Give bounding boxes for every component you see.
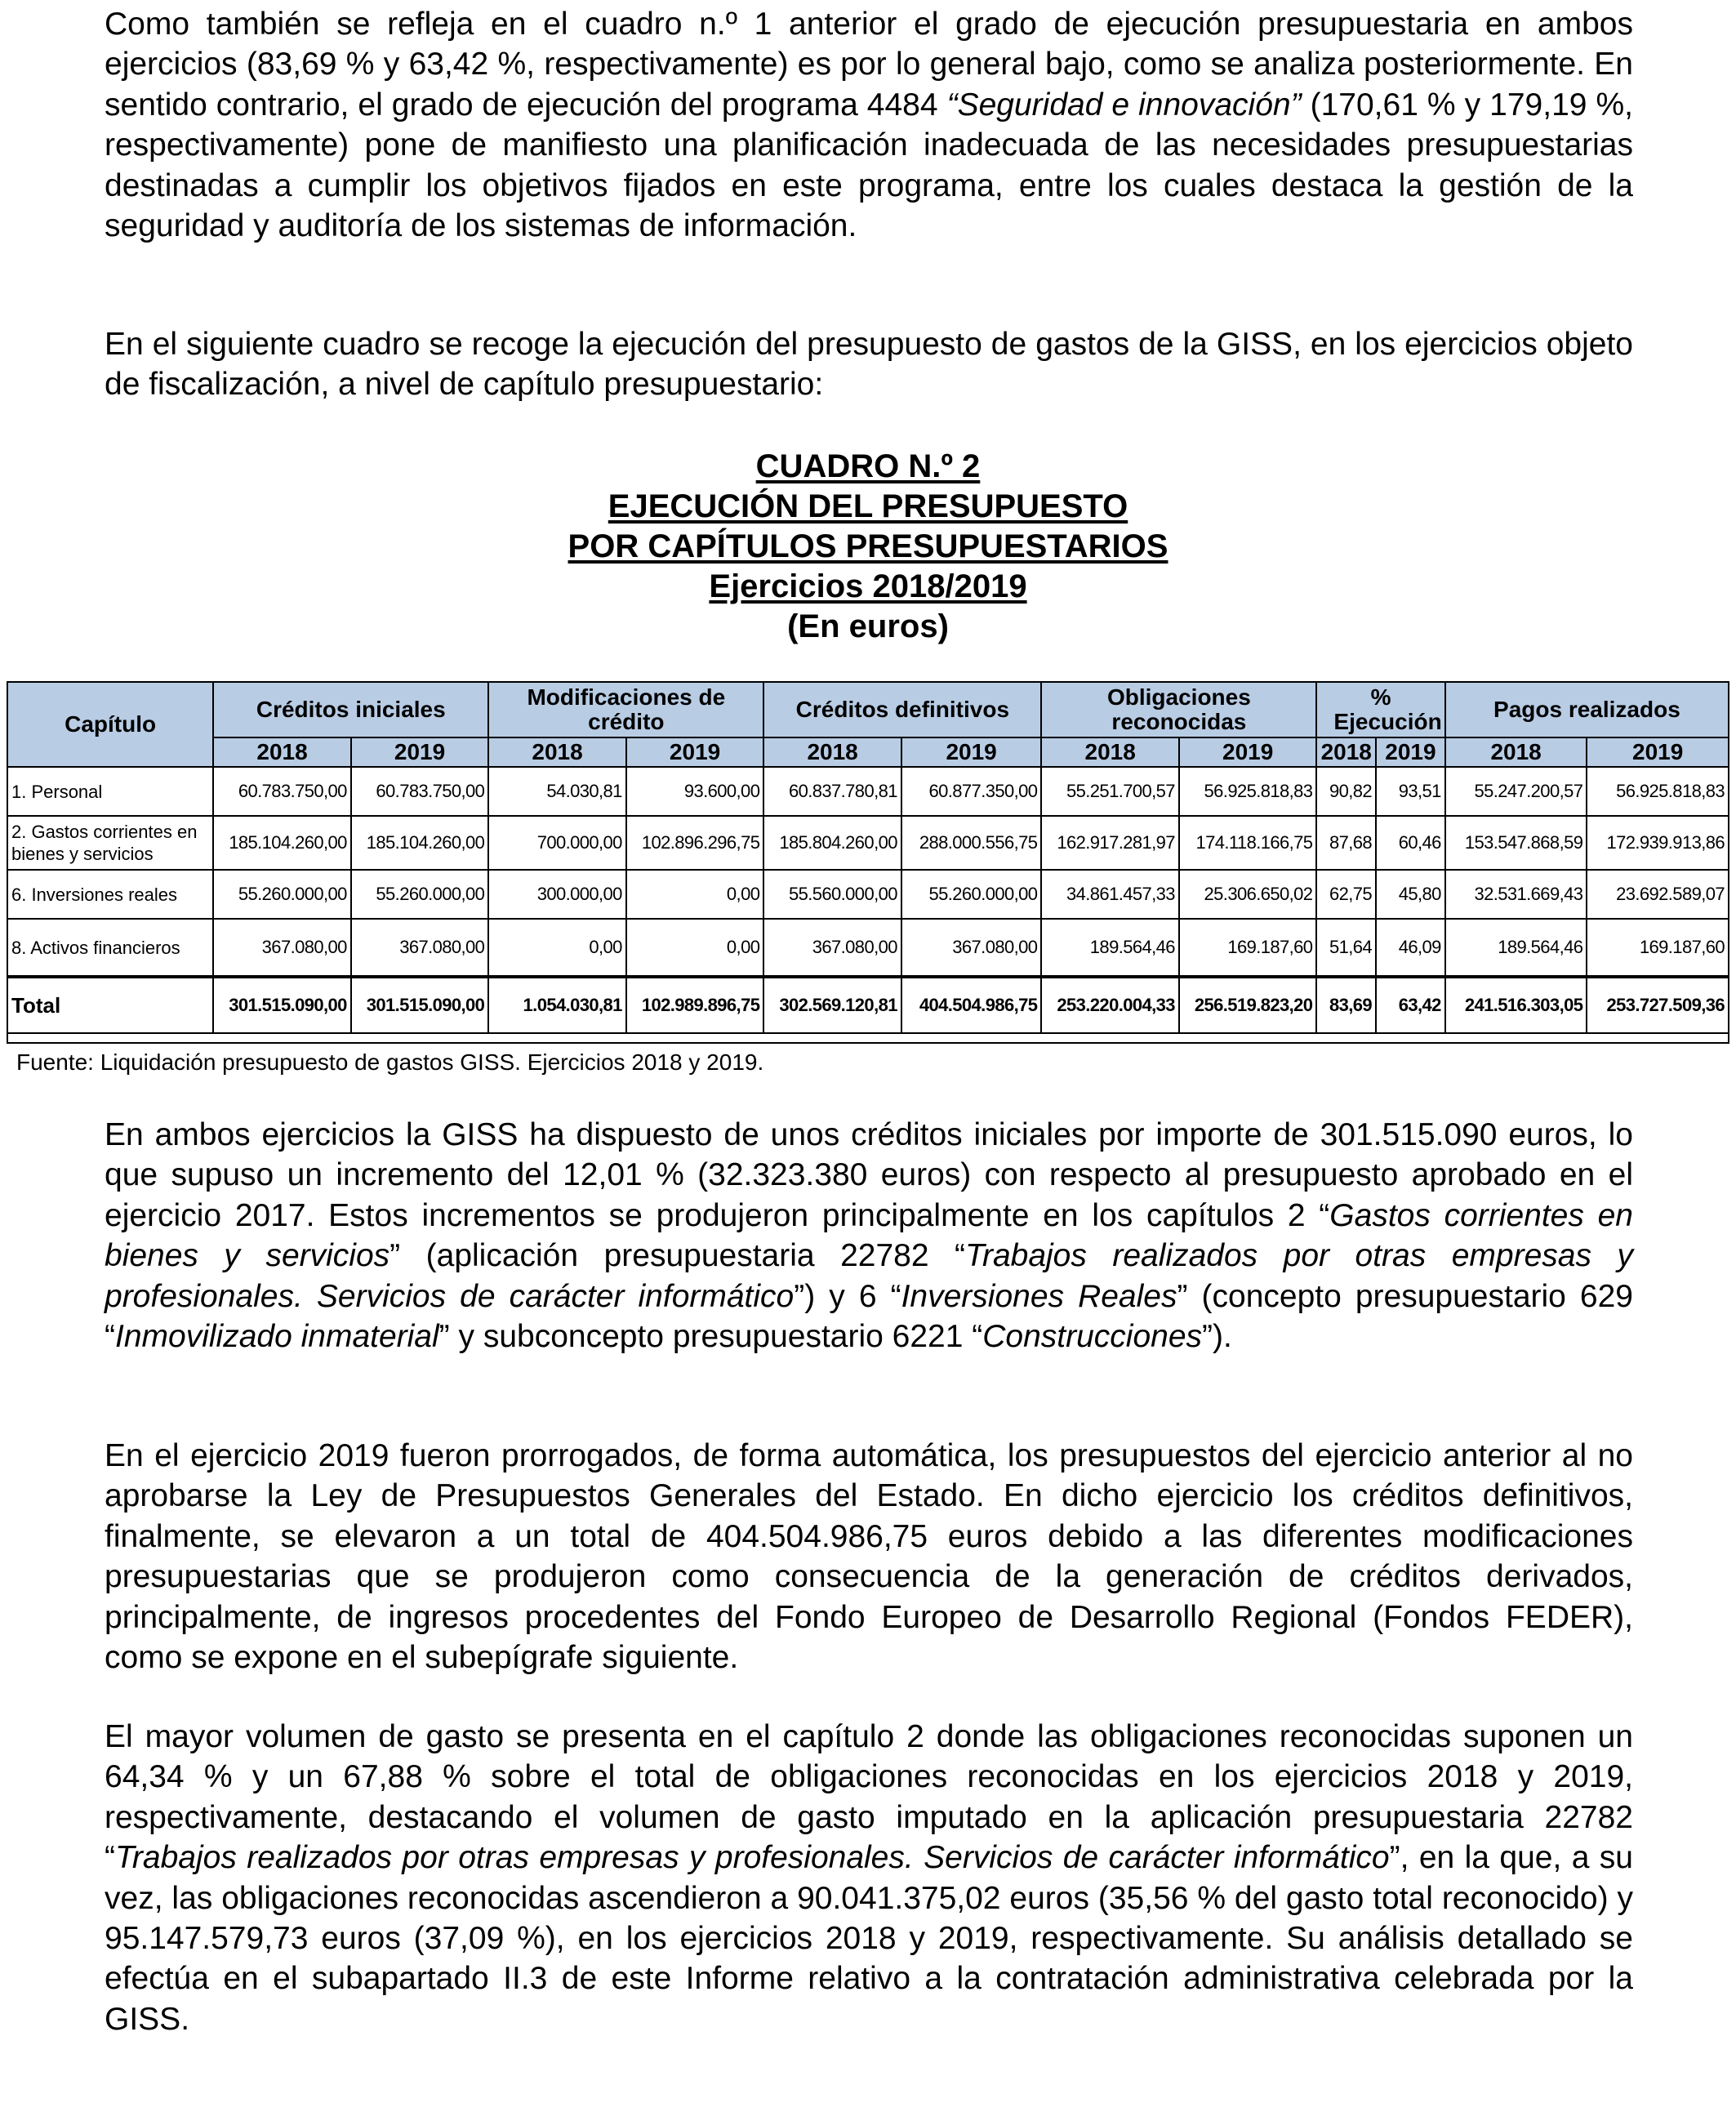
budget-execution-table — [7, 681, 1729, 1034]
cell-value: 51,64 — [1316, 919, 1376, 977]
cell-value: 56.925.818,83 — [1179, 767, 1317, 816]
italic-run: Construcciones — [982, 1319, 1203, 1355]
caption-title: EJECUCIÓN DEL PRESUPUESTO — [608, 488, 1128, 524]
cell-value: 62,75 — [1316, 870, 1376, 919]
caption-subtitle: POR CAPÍTULOS PRESUPUESTARIOS — [568, 528, 1168, 564]
italic-run: Inversiones Reales — [901, 1278, 1177, 1314]
cell-value: 300.000,00 — [488, 870, 626, 919]
text-run: ”). — [1202, 1319, 1232, 1355]
total-value: 253.727.509,36 — [1587, 977, 1729, 1033]
cell-value: 55.247.200,57 — [1445, 767, 1587, 816]
table-source-note: Fuente: Liquidación presupuesto de gastos GISS. Ejercicios 2018 y 2019. — [16, 1049, 764, 1075]
total-value: 1.054.030,81 — [488, 977, 626, 1033]
cell-value: 288.000.556,75 — [901, 816, 1042, 870]
cell-value: 0,00 — [488, 919, 626, 977]
total-value: 301.515.090,00 — [213, 977, 351, 1033]
cell-value: 93.600,00 — [626, 767, 764, 816]
cell-value: 45,80 — [1376, 870, 1445, 919]
cell-value: 60,46 — [1376, 816, 1445, 870]
cell-value: 700.000,00 — [488, 816, 626, 870]
header-modificaciones: Modificaciones de crédito — [488, 682, 763, 737]
text-run: (170,61 % y 179,19 %, respectivamente) pone de manifiesto una planificación inadecuada de las necesidades presupuestarias destinadas a cumplir los objetivos fijados en este programa, entre los cuales destaca la gestión de la seguridad y auditoría de los sistemas de información. — [105, 87, 1633, 244]
year-header: 2019 — [351, 737, 489, 767]
total-value: 302.569.120,81 — [763, 977, 901, 1033]
header-pagos: Pagos realizados — [1445, 682, 1729, 737]
cell-value: 23.692.589,07 — [1587, 870, 1729, 919]
header-creditos-iniciales: Créditos iniciales — [213, 682, 488, 737]
text-run: ”, en la que, a su vez, las obligaciones reconocidas ascendieron a 90.041.375,02 euros (35,56 % del gasto total reconocido) y 95.147.579,73 euros (37,09 %), en los ejercicios 2018 y 2019, respectivamente. Su análisis detallado se efectúa en el subapartado II.3 de este Informe relativo a la contratación administrativa celebrada por la GISS. — [105, 1840, 1633, 2037]
text-run: El mayor volumen de gasto se presenta en el capítulo 2 donde las obligaciones reconocidas suponen un 64,34 % y un 67,88 % sobre el total de obligaciones reconocidas en los ejercicios 2018 y 2019, respectivamente, destacando el volumen de gasto imputado en la aplicación presupuestaria 22782 “ — [105, 1719, 1633, 1876]
italic-run: Gastos corrientes en bienes y servicios — [105, 1197, 1633, 1274]
cell-value: 172.939.913,86 — [1587, 816, 1729, 870]
row-label: 6. Inversiones reales — [7, 870, 213, 919]
total-value: 256.519.823,20 — [1179, 977, 1317, 1033]
cell-value: 46,09 — [1376, 919, 1445, 977]
paragraph-expenditure-volume — [105, 1717, 1633, 2039]
cell-value: 0,00 — [626, 919, 764, 977]
text-run: ”) y 6 “ — [794, 1278, 901, 1314]
header-ejecucion: % Ejecución — [1316, 682, 1444, 737]
table-row — [7, 919, 1729, 977]
row-label: 8. Activos financieros — [7, 919, 213, 977]
paragraph-table-intro: En el siguiente cuadro se recoge la ejecución del presupuesto de gastos de la GISS, en los ejercicios objeto de fiscalización, a nivel de capítulo presupuestario: — [105, 327, 1633, 403]
cell-value: 55.251.700,57 — [1041, 767, 1179, 816]
cell-value: 55.260.000,00 — [213, 870, 351, 919]
cell-value: 169.187,60 — [1179, 919, 1317, 977]
cell-value: 174.118.166,75 — [1179, 816, 1317, 870]
year-header: 2018 — [1445, 737, 1587, 767]
cell-value: 34.861.457,33 — [1041, 870, 1179, 919]
year-header: 2019 — [1179, 737, 1317, 767]
caption-years: Ejercicios 2018/2019 — [709, 568, 1027, 604]
cell-value: 25.306.650,02 — [1179, 870, 1317, 919]
year-header: 2019 — [1587, 737, 1729, 767]
table-row — [7, 816, 1729, 870]
paragraph-initial-credits — [105, 1115, 1633, 1357]
cell-value: 162.917.281,97 — [1041, 816, 1179, 870]
header-creditos-definitivos: Créditos definitivos — [763, 682, 1041, 737]
text-run: Como también se refleja en el cuadro n.º 1 anterior el grado de ejecución presupuestaria en ambos ejercicios (83,69 % y 63,42 %, respectivamente) es por lo general bajo, como se analiza posteriormente. En sentido contrario, el grado de ejecución del programa 4484 — [105, 7, 1633, 123]
row-label: 2. Gastos corrientes en bienes y servicios — [7, 816, 213, 870]
table-row — [7, 870, 1729, 919]
cell-value: 55.560.000,00 — [763, 870, 901, 919]
cell-value: 102.896.296,75 — [626, 816, 764, 870]
cell-value: 153.547.868,59 — [1445, 816, 1587, 870]
paragraph-execution-degree — [105, 4, 1633, 246]
program-name-italic: “Seguridad e innovación” — [946, 87, 1302, 123]
cell-value: 60.783.750,00 — [351, 767, 489, 816]
cell-value: 54.030,81 — [488, 767, 626, 816]
cell-value: 0,00 — [626, 870, 764, 919]
cell-value: 189.564,46 — [1041, 919, 1179, 977]
text-run: En ambos ejercicios la GISS ha dispuesto de unos créditos iniciales por importe de 301.515.090 euros, lo que supuso un incremento del 12,01 % (32.323.380 euros) con respecto al presupuesto aprobado en el ejercicio 2017. Estos incrementos se produjeron principalmente en los capítulos 2 “ — [105, 1117, 1633, 1233]
header-obligaciones: Obligaciones reconocidas — [1041, 682, 1316, 737]
cell-value: 55.260.000,00 — [901, 870, 1042, 919]
year-header: 2018 — [763, 737, 901, 767]
cell-value: 367.080,00 — [763, 919, 901, 977]
year-header: 2018 — [1316, 737, 1376, 767]
year-header: 2019 — [626, 737, 764, 767]
cell-value: 185.104.260,00 — [213, 816, 351, 870]
caption-units: (En euros) — [787, 608, 949, 644]
text-run: ” (concepto presupuestario 629 “ — [105, 1278, 1633, 1355]
text-run: ” (aplicación presupuestaria 22782 “ — [389, 1238, 966, 1274]
total-value: 253.220.004,33 — [1041, 977, 1179, 1033]
cell-value: 367.080,00 — [901, 919, 1042, 977]
header-capitulo: Capítulo — [7, 682, 213, 767]
cell-value: 185.804.260,00 — [763, 816, 901, 870]
total-label: Total — [7, 977, 213, 1033]
cell-value: 60.877.350,00 — [901, 767, 1042, 816]
cell-value: 367.080,00 — [351, 919, 489, 977]
cell-value: 185.104.260,00 — [351, 816, 489, 870]
cell-value: 169.187,60 — [1587, 919, 1729, 977]
italic-run: Inmovilizado inmaterial — [115, 1319, 439, 1355]
total-value: 301.515.090,00 — [351, 977, 489, 1033]
table-row — [7, 767, 1729, 816]
caption-number: CUADRO N.º 2 — [755, 448, 981, 484]
cell-value: 87,68 — [1316, 816, 1376, 870]
text-run: ” y subconcepto presupuestario 6221 “ — [438, 1319, 983, 1355]
cell-value: 93,51 — [1376, 767, 1445, 816]
total-value: 404.504.986,75 — [901, 977, 1042, 1033]
italic-run: Trabajos realizados por otras empresas y profesionales. Servicios de carácter informático — [115, 1840, 1390, 1876]
cell-value: 32.531.669,43 — [1445, 870, 1587, 919]
cell-value: 367.080,00 — [213, 919, 351, 977]
paragraph-prorogued-budget: En el ejercicio 2019 fueron prorrogados, de forma automática, los presupuestos del ejercicio anterior al no aprobarse la Ley de Presupuestos Generales del Estado. En dicho ejercicio los créditos definitivos, finalmente, se elevaron a un total de 404.504.986,75 euros debido a las diferentes modificaciones presupuestarias que se produjeron como consecuencia de la generación de créditos derivados, principalmente, de ingresos procedentes del Fondo Europeo de Desarrollo Regional (Fondos FEDER), como se expone en el subepígrafe siguiente. — [105, 1438, 1633, 1676]
cell-value: 60.837.780,81 — [763, 767, 901, 816]
cell-value: 55.260.000,00 — [351, 870, 489, 919]
total-value: 63,42 — [1376, 977, 1445, 1033]
year-header: 2018 — [488, 737, 626, 767]
total-row — [7, 977, 1729, 1033]
year-header: 2019 — [901, 737, 1042, 767]
total-value: 102.989.896,75 — [626, 977, 764, 1033]
cell-value: 90,82 — [1316, 767, 1376, 816]
cell-value: 56.925.818,83 — [1587, 767, 1729, 816]
total-value: 83,69 — [1316, 977, 1376, 1033]
year-header: 2018 — [213, 737, 351, 767]
cell-value: 60.783.750,00 — [213, 767, 351, 816]
row-label: 1. Personal — [7, 767, 213, 816]
year-header: 2019 — [1376, 737, 1445, 767]
year-header: 2018 — [1041, 737, 1179, 767]
total-value: 241.516.303,05 — [1445, 977, 1587, 1033]
cell-value: 189.564,46 — [1445, 919, 1587, 977]
italic-run: Trabajos realizados por otras empresas y profesionales. Servicios de carácter informático — [105, 1238, 1633, 1314]
